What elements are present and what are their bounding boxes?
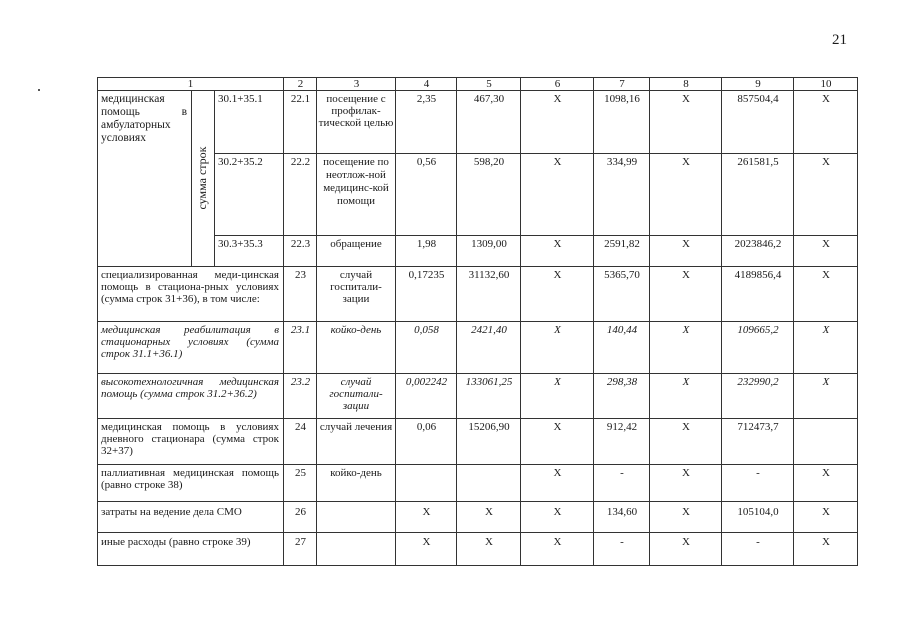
row-26-code: 26 [295, 506, 306, 518]
amb-row-1-col6: Х [553, 93, 562, 105]
amb-row-3-unit: обращение [330, 238, 382, 250]
amb-row-2-col10: Х [822, 156, 830, 168]
row-27-label: иные расходы (равно строке 39) [101, 536, 251, 548]
row-23-col9: 4189856,4 [734, 269, 782, 281]
amb-row-1-col10: Х [822, 93, 830, 105]
amb-row-1-col8: Х [682, 93, 690, 105]
amb-row-3-col6: Х [553, 238, 562, 250]
row-23-label: специализированная меди-цинская помощь в стациона-рных условиях (сумма строк 31+36), в том числе: [101, 269, 279, 305]
row-23-col6: Х [553, 269, 562, 281]
amb-row-1-unit: посещение с профилак-тической целью [318, 93, 394, 129]
amb-row-2-col8: Х [682, 156, 690, 168]
row-26-col6: Х [553, 506, 562, 518]
header-col-5: 5 [486, 78, 492, 90]
header-col-9: 9 [755, 78, 761, 90]
amb-row-3-col7: 2591,82 [604, 238, 640, 250]
row-25-col6: Х [553, 467, 562, 479]
row-23-2-label: высокотехнологичная медицинская помощь (сумма строк 31.2+36.2) [101, 376, 279, 400]
sum-rows-vertical-label: сумма строк [195, 146, 209, 210]
row-23-col8: Х [682, 269, 690, 281]
row-25-col7: - [620, 467, 624, 479]
row-27-code: 27 [295, 536, 306, 548]
header-col-10: 10 [820, 78, 832, 90]
header-col-4: 4 [423, 78, 430, 90]
row-23-unit: случай госпитали-зации [330, 269, 382, 305]
row-23-2-col7: 298,38 [606, 376, 638, 388]
ambulatory-label: медицинская помощь в амбулаторных условиях [101, 93, 187, 144]
row-23-col4: 0,17235 [408, 269, 445, 281]
row-23-1-col6: Х [554, 324, 561, 336]
row-27-col6: Х [553, 536, 562, 548]
row-26-col8: Х [682, 506, 690, 518]
row-23-col7: 5365,70 [604, 269, 640, 281]
amb-row-2-unit: посещение по неотлож-ной медицинс-кой помощи [323, 156, 389, 207]
row-23-2-unit: случай госпитали-зации [329, 376, 383, 412]
row-26-col4: Х [422, 506, 431, 518]
row-26-col5: Х [485, 506, 493, 518]
row-27-col9: - [756, 536, 760, 548]
row-25-label: паллиативная медицинская помощь (равно строке 38) [101, 467, 279, 491]
row-24-col8: Х [682, 421, 690, 433]
amb-row-3-col4: 1,98 [416, 238, 437, 250]
amb-row-1-col5: 467,30 [473, 93, 505, 105]
row-27-col7: - [620, 536, 624, 548]
row-25-col8: Х [682, 467, 690, 479]
header-col-3: 3 [353, 78, 360, 90]
amb-row-3-col5: 1309,00 [471, 238, 507, 250]
header-col-7: 7 [619, 78, 625, 90]
row-25-unit: койко-день [330, 467, 382, 479]
amb-row-2-src: 30.2+35.2 [218, 156, 263, 168]
row-23-2-col6: Х [554, 376, 561, 388]
row-23-1-col7: 140,44 [606, 324, 638, 336]
row-24-col7: 912,42 [606, 421, 638, 433]
row-24-col5: 15206,90 [468, 421, 510, 433]
row-23-1-col4: 0,058 [414, 324, 439, 336]
row-26-col10: Х [822, 506, 830, 518]
row-24-label: медицинская помощь в условиях дневного стационара (сумма строк 32+37) [101, 421, 279, 457]
amb-row-3-col8: Х [682, 238, 690, 250]
row-23-2-code: 23.2 [290, 376, 311, 388]
amb-row-3-src: 30.3+35.3 [218, 238, 263, 250]
amb-row-3-col10: Х [822, 238, 830, 250]
amb-row-1-col9: 857504,4 [737, 93, 779, 105]
row-24-unit: случай лечения [319, 421, 393, 433]
row-23-1-col5: 2421,40 [471, 324, 507, 336]
row-23-2-col9: 232990,2 [737, 376, 779, 388]
amb-row-1-col4: 2,35 [416, 93, 437, 105]
row-26-col9: 105104,0 [737, 506, 779, 518]
row-26-col7: 134,60 [606, 506, 638, 518]
row-23-code: 23 [295, 269, 306, 281]
row-27-col5: Х [485, 536, 493, 548]
amb-row-1-code: 22.1 [290, 93, 311, 105]
row-23-1-col8: Х [682, 324, 690, 336]
header-col-8: 8 [683, 78, 689, 90]
amb-row-2-col6: Х [553, 156, 562, 168]
amb-row-2-col7: 334,99 [606, 156, 638, 168]
amb-row-2-col5: 598,20 [473, 156, 505, 168]
row-23-2-col10: Х [822, 376, 830, 388]
row-27-col8: Х [682, 536, 690, 548]
row-23-2-col8: Х [682, 376, 690, 388]
amb-row-2-col9: 261581,5 [737, 156, 779, 168]
page-number: 21 [832, 32, 847, 48]
amb-row-2-code: 22.2 [290, 156, 311, 168]
row-27-col10: Х [822, 536, 830, 548]
amb-row-2-col4: 0,56 [416, 156, 437, 168]
row-23-1-col9: 109665,2 [737, 324, 779, 336]
row-25-col10: Х [822, 467, 830, 479]
row-24-code: 24 [295, 421, 306, 433]
amb-row-1-src: 30.1+35.1 [218, 93, 263, 105]
row-24-col4: 0,06 [416, 421, 437, 433]
header-col-1: 1 [187, 78, 194, 90]
row-23-col10: Х [822, 269, 830, 281]
row-23-2-col4: 0,002242 [405, 376, 448, 388]
header-col-6: 6 [554, 78, 561, 90]
row-25-col9: - [756, 467, 760, 479]
amb-row-3-col9: 2023846,2 [734, 238, 782, 250]
row-23-1-label: медицинская реабилитация в стационарных условиях (сумма строк 31.1+36.1) [101, 324, 279, 360]
row-23-1-col10: Х [822, 324, 830, 336]
row-26-label: затраты на ведение дела СМО [101, 506, 242, 518]
header-col-2: 2 [297, 78, 304, 90]
row-23-2-col5: 133061,25 [465, 376, 513, 388]
row-25-code: 25 [295, 467, 306, 479]
row-24-col6: Х [553, 421, 562, 433]
row-23-1-code: 23.1 [290, 324, 311, 336]
amb-row-1-col7: 1098,16 [604, 93, 640, 105]
row-23-col5: 31132,60 [468, 269, 510, 281]
scan-speck [38, 89, 40, 91]
table-grid [97, 77, 858, 566]
row-23-1-unit: койко-день [330, 324, 382, 336]
row-27-col4: Х [422, 536, 431, 548]
row-24-col9: 712473,7 [737, 421, 779, 433]
table [97, 77, 858, 566]
amb-row-3-code: 22.3 [290, 238, 311, 250]
